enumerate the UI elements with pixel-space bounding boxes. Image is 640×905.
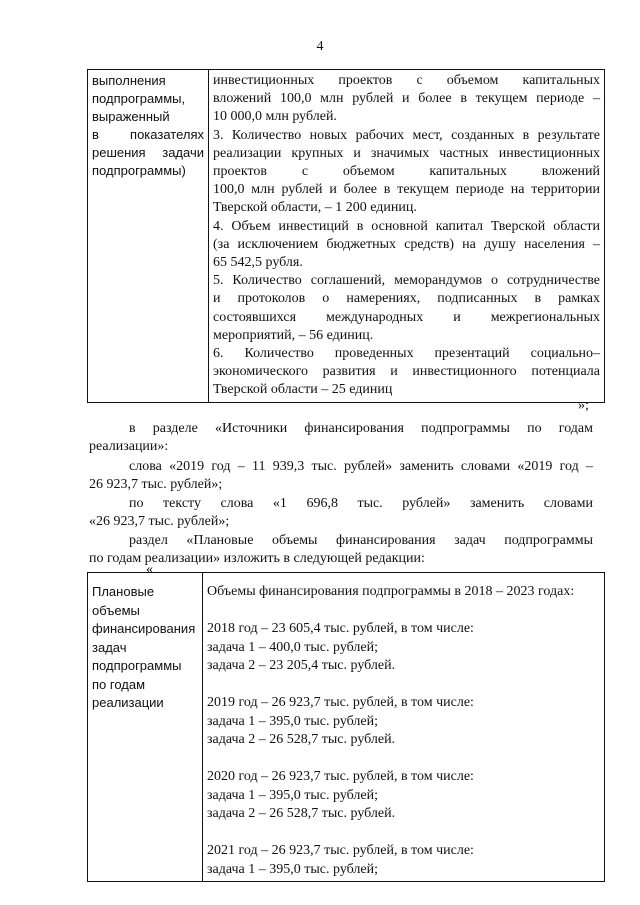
content-line: 6. Количество проведенных презентаций социально– [213,346,600,362]
passport-table-indicators [87,69,605,403]
content-line: реализации крупных и значимых частных инвестиционных [213,145,600,161]
table1-label-cell [88,70,209,403]
label-line: Плановые [92,584,155,599]
paragraph-line: по годам реализации» изложить в следующей редакции: [89,551,425,566]
content-line: инвестиционных проектов с объемом капитальных [213,73,600,88]
paragraph-line: раздел «Плановые объемы финансирования задач подпрограммы [129,533,593,548]
task-line: задача 1 – 395,0 тыс. рублей; [207,713,379,729]
content-line: состоявшихся международных и межрегиональных [213,309,600,325]
task-line: задача 1 – 400,0 тыс. рублей; [207,639,379,655]
content-line: проектов с объемом капитальных вложений [213,164,600,180]
task-line: задача 2 – 26 528,7 тыс. рублей. [207,806,396,821]
content-line: 100,0 млн рублей и более в текущем периоде на территории [213,182,600,198]
label-line: задач [92,639,127,655]
paragraph-line: «26 923,7 тыс. рублей»; [89,514,230,529]
paragraph-line: реализации»: [89,439,169,454]
task-line: задача 2 – 23 205,4 тыс. рублей. [207,658,396,673]
year-block [207,768,600,824]
passport-table-financing [87,572,605,882]
table1-content-cell [209,70,605,403]
content-line: вложений 100,0 млн рублей и более в текущем периоде – [213,91,600,107]
label-line: в показателях [92,127,204,142]
table2-content-cell [203,573,605,882]
content-line: мероприятий, – 56 единиц. [213,327,374,343]
content-line: экономического развития и инвестиционного потенциала [213,364,600,380]
paragraph-line: в разделе «Источники финансирования подпрограммы по годам [129,421,593,436]
task-line: задача 1 – 395,0 тыс. рублей; [207,787,379,803]
task-line: задача 2 – 26 528,7 тыс. рублей. [207,732,396,747]
label-line: подпрограммы) [92,163,186,178]
content-line: 3. Количество новых рабочих мест, созданных в результате [213,127,600,143]
year-total: 2021 год – 26 923,7 тыс. рублей, в том числе: [207,843,474,858]
year-total: 2020 год – 26 923,7 тыс. рублей, в том числе: [207,769,474,784]
content-line: и протоколов о намерениях, подписанных в рамках [213,291,600,307]
content-line: Тверской области – 25 единиц [213,382,393,398]
closing-quote: »; [578,398,589,413]
year-total: 2018 год – 23 605,4 тыс. рублей, в том числе: [207,621,474,636]
label-line: объемы [92,602,140,618]
table2-label-cell [88,573,203,882]
label-line: выраженный [92,109,170,124]
paragraph-line: слова «2019 год – 11 939,3 тыс. рублей» заменить словами «2019 год – [129,459,593,474]
content-line: (за исключением бюджетных средств) на душу населения – [213,236,600,252]
task-line: задача 1 – 395,0 тыс. рублей; [207,861,379,877]
label-line: по годам [92,676,146,692]
content-line: Тверской области, – 1 200 единиц. [213,200,417,216]
open-quote: « [146,562,153,577]
paragraph-line: 26 923,7 тыс. рублей»; [89,477,223,492]
content-line: 5. Количество соглашений, меморандумов о сотрудничестве [213,273,600,289]
label-line: подпрограммы, [92,91,186,106]
year-block [207,694,600,750]
label-line: выполнения [92,73,166,88]
content-line: 10 000,0 млн рублей. [213,109,337,125]
content-line: 4. Объем инвестиций в основной капитал Тверской области [213,218,600,234]
year-block [207,842,600,879]
label-line: решения задачи [92,145,204,160]
label-line: финансирования [92,621,196,636]
paragraph-line: по тексту слова «1 696,8 тыс. рублей» заменить словами [129,496,593,511]
financing-heading: Объемы финансирования подпрограммы в 2018 – 2023 годах: [207,584,575,599]
label-line: реализации [92,695,164,710]
content-line: 65 542,5 рубля. [213,255,303,271]
label-line: подпрограммы [92,658,182,673]
year-total: 2019 год – 26 923,7 тыс. рублей, в том числе: [207,695,474,710]
year-block [207,620,600,676]
page-number: 4 [316,39,324,54]
